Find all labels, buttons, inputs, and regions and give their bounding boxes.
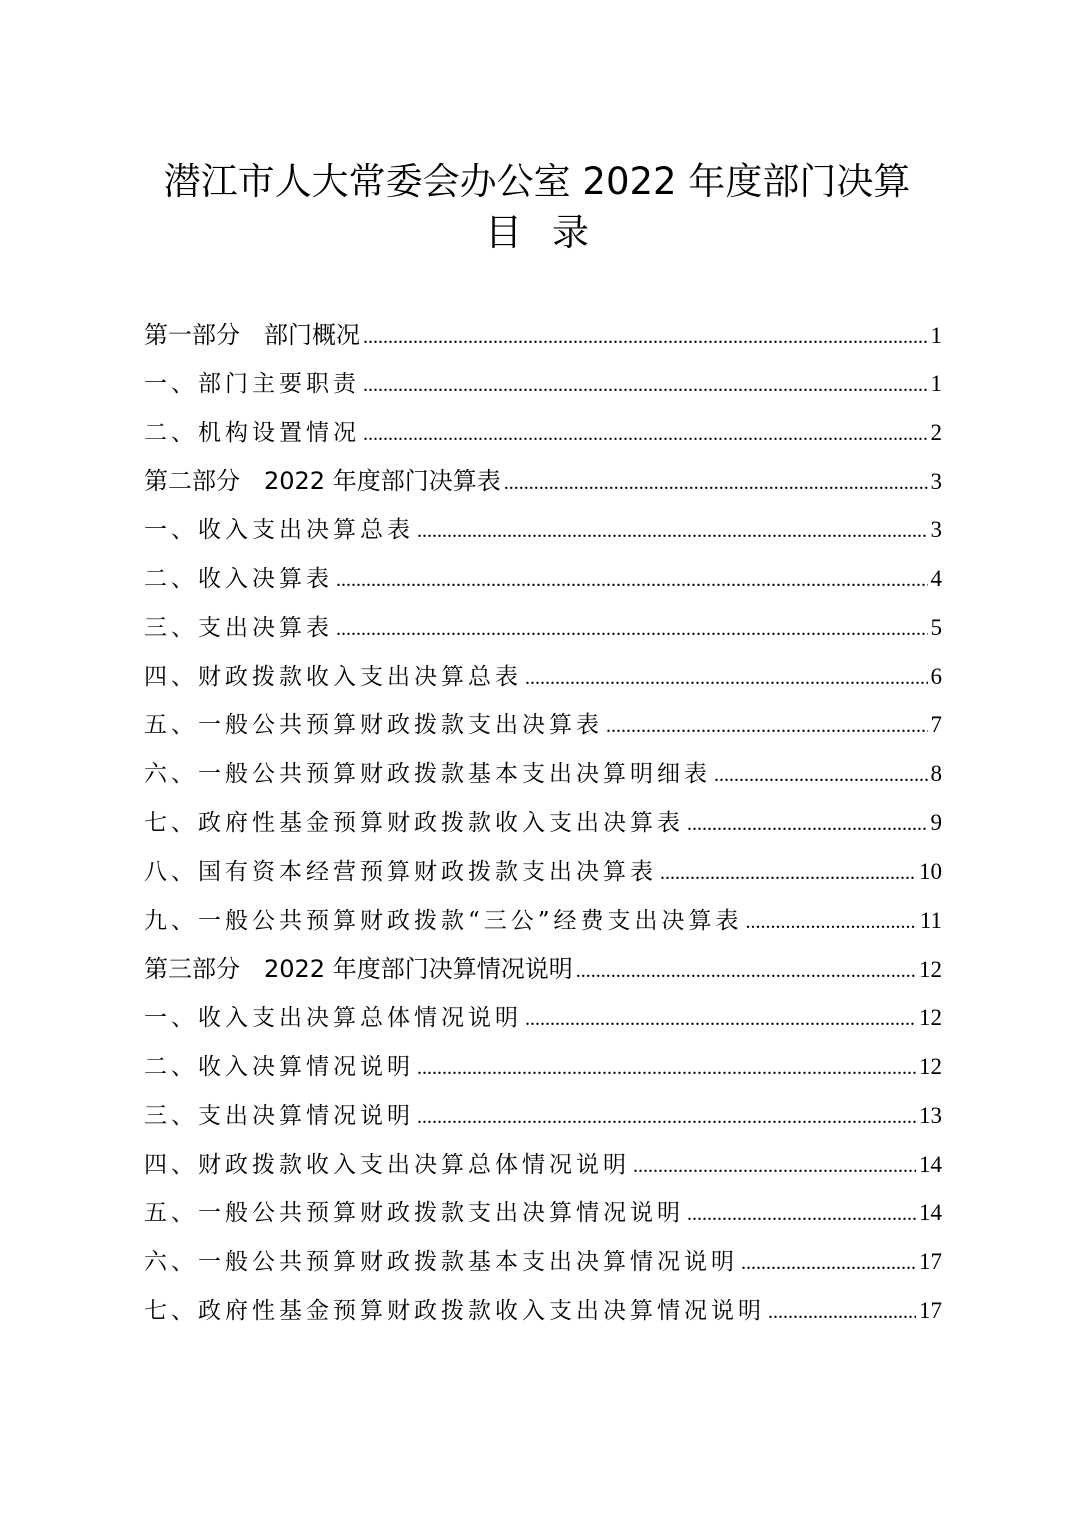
toc-entry-label: 八、国有资本经营预算财政拨款支出决算表 — [144, 858, 657, 885]
toc-entry-label: 第一部分 部门概况 — [144, 321, 360, 349]
toc-dot-leader — [741, 1239, 916, 1288]
toc-entry-label: 一、收入支出决算总体情况说明 — [144, 1005, 522, 1032]
toc-dot-leader — [576, 947, 916, 996]
toc-entry-label: 五、一般公共预算财政拨款支出决算情况说明 — [144, 1200, 684, 1227]
toc-dot-leader — [525, 995, 916, 1044]
toc-entry-label: 五、一般公共预算财政拨款支出决算表 — [144, 712, 603, 739]
toc-entry-label: 四、财政拨款收入支出决算总表 — [144, 663, 522, 690]
toc-entry-label: 二、收入决算情况说明 — [144, 1053, 414, 1080]
toc-entry[interactable] — [144, 1189, 942, 1238]
toc-entry[interactable] — [144, 409, 942, 458]
toc-entry-label: 二、机构设置情况 — [144, 419, 360, 446]
toc-page-number: 12 — [919, 957, 942, 983]
toc-page-number: 6 — [930, 663, 942, 689]
toc-page-number: 17 — [919, 1297, 942, 1323]
toc-page-number: 12 — [919, 1053, 942, 1079]
toc-entry-label: 四、财政拨款收入支出决算总体情况说明 — [144, 1151, 630, 1178]
toc-dot-leader — [417, 1044, 916, 1093]
toc-dot-leader — [768, 1288, 916, 1337]
toc-dot-leader — [746, 898, 917, 947]
toc-dot-leader — [687, 1190, 916, 1239]
toc-entry[interactable] — [144, 897, 942, 946]
toc-part-entry[interactable] — [144, 457, 942, 506]
toc-entry[interactable] — [144, 750, 942, 799]
toc-entry[interactable] — [144, 1287, 942, 1336]
toc-heading: 目录 — [485, 211, 619, 254]
toc-page-number: 1 — [930, 323, 942, 348]
toc-entry-label: 七、政府性基金预算财政拨款收入支出决算情况说明 — [144, 1297, 765, 1324]
toc-dot-leader — [363, 361, 928, 410]
toc-entry[interactable] — [144, 1043, 942, 1092]
toc-entry[interactable] — [144, 604, 942, 653]
toc-dot-leader — [336, 556, 928, 605]
toc-entry-label: 三、支出决算情况说明 — [144, 1102, 414, 1129]
toc-page-number: 1 — [930, 370, 942, 396]
toc-part-entry[interactable] — [144, 945, 942, 994]
toc-entry-label: 第二部分 2022 年度部门决算表 — [144, 467, 501, 496]
toc-dot-leader — [660, 849, 916, 898]
toc-dot-leader — [417, 507, 928, 556]
toc-page-number: 13 — [919, 1102, 942, 1128]
toc-entry-label: 九、一般公共预算财政拨款“三公”经费支出决算表 — [144, 907, 743, 934]
document-title: 潜江市人大常委会办公室 2022 年度部门决算 — [163, 160, 911, 203]
toc-dot-leader — [417, 1093, 916, 1142]
toc-dot-leader — [606, 702, 928, 751]
toc-entry[interactable] — [144, 360, 942, 409]
toc-entry[interactable] — [144, 653, 942, 702]
toc-entry[interactable] — [144, 799, 942, 848]
toc-page-number: 8 — [930, 761, 942, 787]
toc-page-number: 3 — [930, 517, 942, 543]
toc-entry[interactable] — [144, 848, 942, 897]
toc-entry-label: 三、支出决算表 — [144, 614, 333, 641]
toc-entry-label: 一、收入支出决算总表 — [144, 517, 414, 544]
toc-page-number: 5 — [930, 614, 942, 640]
toc-entry-label: 六、一般公共预算财政拨款基本支出决算情况说明 — [144, 1249, 738, 1276]
toc-page-number: 14 — [919, 1200, 942, 1226]
toc-entry[interactable] — [144, 506, 942, 555]
toc-dot-leader — [633, 1142, 916, 1191]
toc-entry-label: 六、一般公共预算财政拨款基本支出决算明细表 — [144, 761, 711, 788]
toc-page-number: 11 — [919, 907, 942, 933]
toc-part-entry[interactable] — [144, 311, 942, 360]
toc-page-number: 10 — [919, 858, 942, 884]
toc-page-number: 17 — [919, 1249, 942, 1275]
toc-page-number: 3 — [930, 469, 942, 495]
toc-entry-label: 二、收入决算表 — [144, 565, 333, 592]
toc-dot-leader — [504, 459, 928, 508]
toc-entry[interactable] — [144, 1238, 942, 1287]
toc-page-number: 12 — [919, 1005, 942, 1031]
toc-dot-leader — [336, 605, 928, 654]
toc-entry[interactable] — [144, 994, 942, 1043]
toc-dot-leader — [525, 654, 928, 703]
toc-page-number: 14 — [919, 1151, 942, 1177]
toc-entry[interactable] — [144, 701, 942, 750]
toc-entry[interactable] — [144, 1141, 942, 1190]
toc-dot-leader — [714, 751, 928, 800]
toc-page-number: 9 — [930, 809, 942, 835]
toc-entry-label: 七、政府性基金预算财政拨款收入支出决算表 — [144, 809, 684, 836]
toc-entry-label: 第三部分 2022 年度部门决算情况说明 — [144, 955, 573, 984]
toc-dot-leader — [687, 800, 928, 849]
toc-page-number: 7 — [930, 712, 942, 738]
toc-dot-leader — [363, 410, 928, 459]
toc-entry-label: 一、部门主要职责 — [144, 370, 360, 397]
toc-page-number: 4 — [930, 565, 942, 591]
toc-dot-leader — [363, 313, 928, 362]
toc-entry[interactable] — [144, 555, 942, 604]
toc-page-number: 2 — [930, 419, 942, 445]
toc-entry[interactable] — [144, 1092, 942, 1141]
table-of-contents — [144, 311, 942, 1336]
